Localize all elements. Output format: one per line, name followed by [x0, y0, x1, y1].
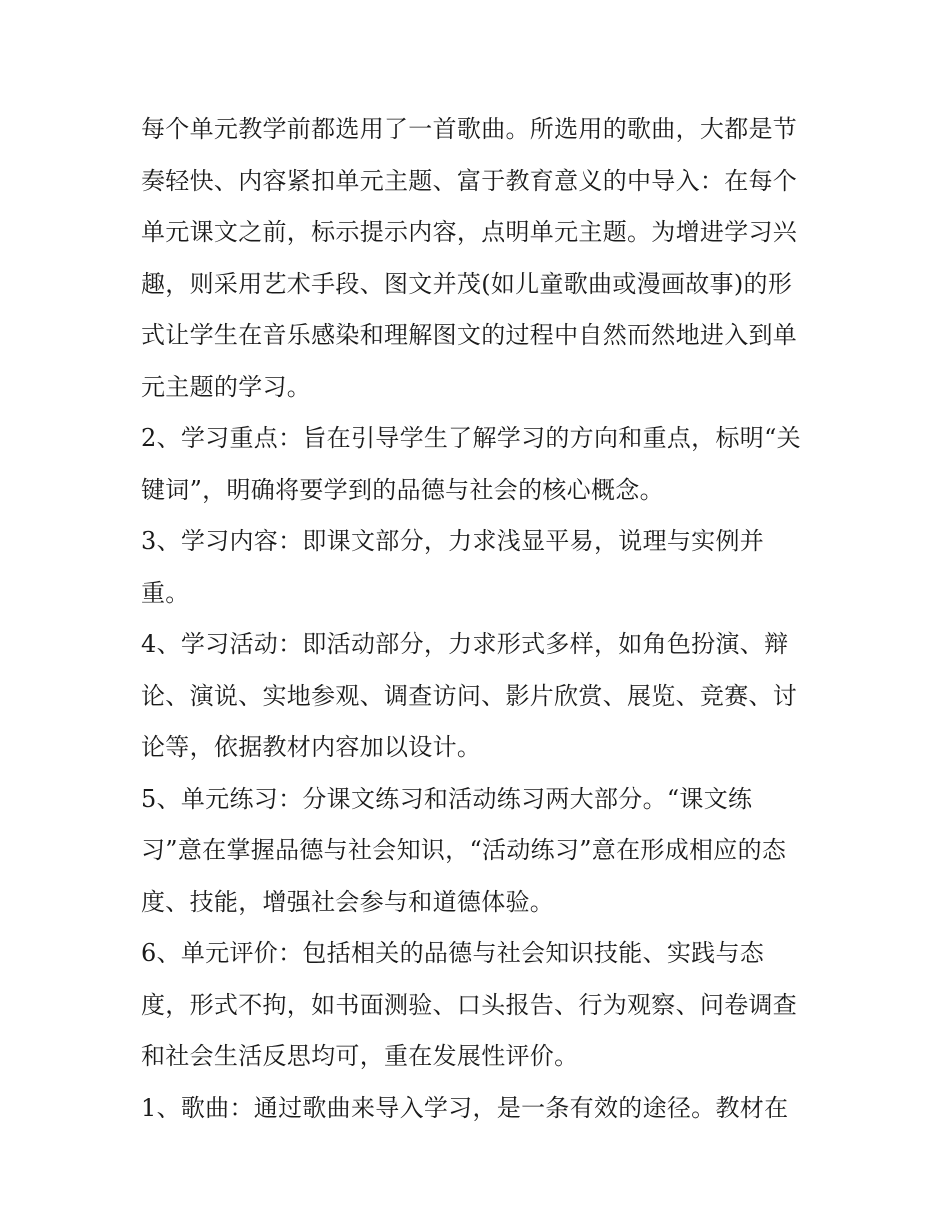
- text-line: 和社会生活反思均可，重在发展性评价。: [141, 1042, 579, 1070]
- text-line: 趣，则采用艺术手段、图文并茂(如儿童歌曲或漫画故事)的形: [141, 269, 793, 298]
- text-line: 重。: [141, 578, 190, 607]
- text-line: 3、学习内容：即课文部分，力求浅显平易，说理与实例并: [141, 527, 765, 555]
- text-line: 习”意在掌握品德与社会知识，“活动练习”意在形成相应的态: [141, 836, 787, 864]
- text-line: 度，形式不拘，如书面测验、口头报告、行为观察、问卷调查: [141, 990, 798, 1019]
- text-line: 每个单元教学前都选用了一首歌曲。所选用的歌曲，大都是节: [141, 115, 798, 143]
- text-line: 5、单元练习：分课文练习和活动练习两大部分。“课文练: [141, 784, 753, 813]
- text-line: 1、歌曲：通过歌曲来导入学习，是一条有效的途径。教材在: [141, 1093, 789, 1122]
- document-body: [141, 104, 821, 1134]
- text-line: 奏轻快、内容紧扣单元主题、富于教育意义的中导入：在每个: [141, 166, 798, 195]
- text-line: 论等，依据教材内容加以设计。: [141, 733, 482, 761]
- text-line: 4、学习活动：即活动部分，力求形式多样，如角色扮演、辩: [141, 630, 789, 658]
- text-line: 单元课文之前，标示提示内容，点明单元主题。为增进学习兴: [141, 218, 798, 246]
- text-line: 6、单元评价：包括相关的品德与社会知识技能、实践与态: [141, 939, 765, 967]
- text-line: 式让学生在音乐感染和理解图文的过程中自然而然地进入到单: [141, 321, 798, 349]
- text-line: 2、学习重点：旨在引导学生了解学习的方向和重点，标明“关: [141, 424, 801, 452]
- text-line: 键词”，明确将要学到的品德与社会的核心概念。: [141, 475, 664, 504]
- text-line: 元主题的学习。: [141, 372, 312, 401]
- text-line: 论、演说、实地参观、调查访问、影片欣赏、展览、竞赛、讨: [141, 681, 798, 710]
- text-line: 度、技能，增强社会参与和道德体验。: [141, 887, 555, 916]
